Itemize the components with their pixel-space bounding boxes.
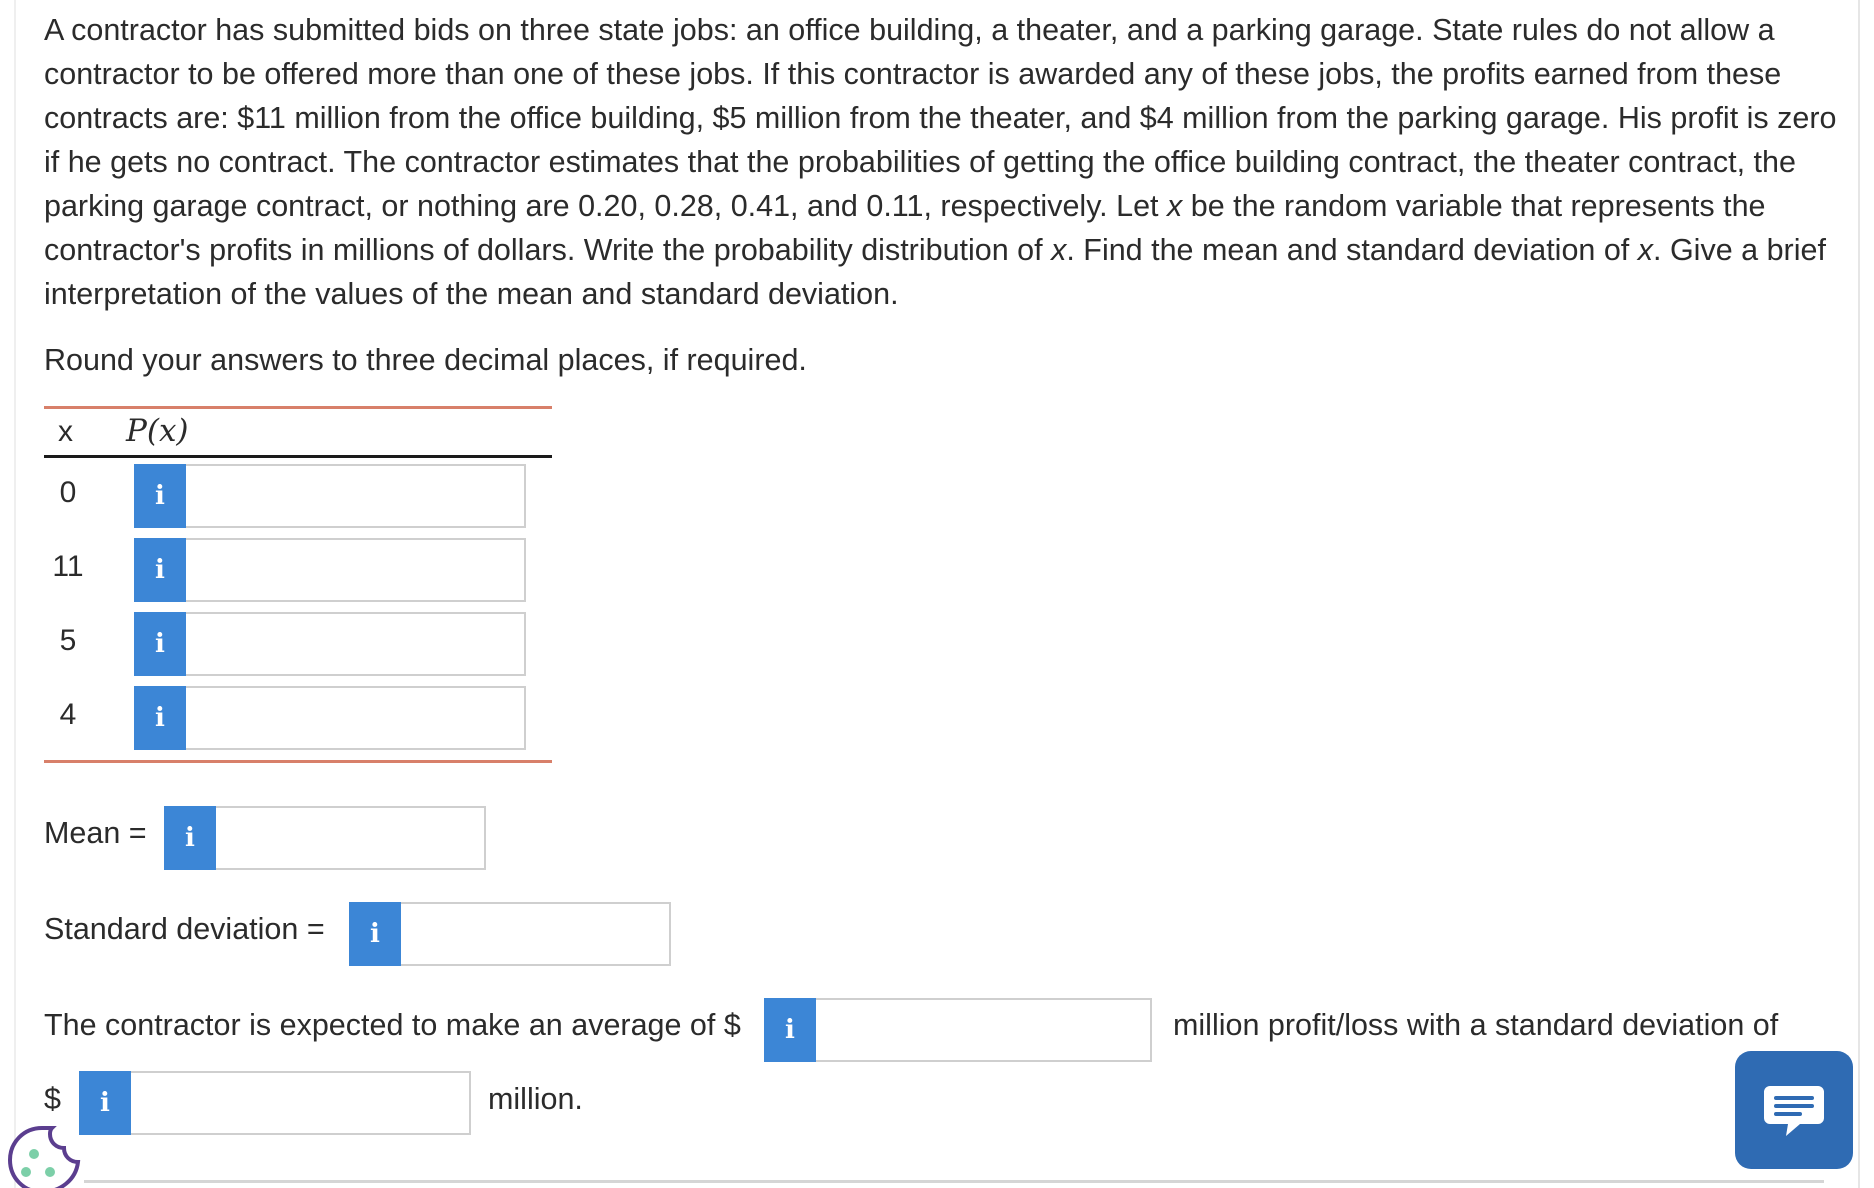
x-value: 11 [52, 550, 84, 583]
table-bottom-rule [44, 760, 552, 763]
interpretation-text-3: million. [488, 1082, 583, 1116]
sd-field [349, 902, 671, 966]
sd-label: Standard deviation = [44, 912, 325, 946]
table-header [44, 409, 552, 458]
left-border [14, 0, 16, 1188]
sd-interpretation-input[interactable] [131, 1071, 471, 1135]
average-input[interactable] [816, 998, 1152, 1062]
info-icon[interactable]: i [134, 464, 186, 528]
column-header-x: x [58, 415, 73, 448]
px-field [134, 612, 526, 676]
chat-icon [1760, 1078, 1828, 1142]
chat-button[interactable] [1735, 1051, 1853, 1169]
px-field [134, 464, 526, 528]
x-value: 5 [59, 624, 77, 657]
table-row [44, 532, 552, 606]
info-icon[interactable]: i [134, 538, 186, 602]
info-icon[interactable]: i [134, 612, 186, 676]
px-input[interactable] [186, 538, 526, 602]
info-icon[interactable]: i [164, 806, 216, 870]
info-icon[interactable]: i [764, 998, 816, 1062]
x-value: 0 [59, 476, 77, 509]
round-note: Round your answers to three decimal places, if required. [44, 343, 807, 377]
px-field [134, 686, 526, 750]
sd-interpretation-field [79, 1071, 471, 1135]
question-block [44, 8, 1844, 382]
px-input[interactable] [186, 612, 526, 676]
info-icon[interactable]: i [349, 902, 401, 966]
probability-table [44, 406, 552, 763]
interpretation-text-1: The contractor is expected to make an average of $ [44, 1008, 741, 1042]
x-value: 4 [59, 698, 77, 731]
average-field [764, 998, 1152, 1062]
column-header-px: P(x) [126, 413, 189, 449]
cookie-icon[interactable] [4, 1122, 88, 1188]
px-input[interactable] [186, 464, 526, 528]
dollar-sign: $ [44, 1082, 61, 1116]
mean-input[interactable] [216, 806, 486, 870]
info-icon[interactable]: i [79, 1071, 131, 1135]
footer-divider [84, 1180, 1824, 1183]
px-input[interactable] [186, 686, 526, 750]
info-icon[interactable]: i [134, 686, 186, 750]
px-field [134, 538, 526, 602]
mean-field [164, 806, 486, 870]
right-border [1858, 0, 1860, 1188]
table-row [44, 606, 552, 680]
interpretation-text-2: million profit/loss with a standard deviation of [1173, 1008, 1779, 1042]
mean-label: Mean = [44, 816, 147, 850]
table-row [44, 458, 552, 532]
question-text: A contractor has submitted bids on three state jobs: an office building, a theater, and a parking garage. State rules do not allow a contractor to be offered more than one of these jobs. If this contractor is awarded any of these jobs, the profits earned from these contracts are: $11 million from the office building, $5 million from the theater, and $4 million from the parking garage. His profit is zero if he gets no contract. The contractor estimates that the probabilities of getting the office building contract, the theater contract, the parking garage contract, or nothing are 0.20, 0.28, 0.41, and 0.11, respectively. Let x be the random variable that represents the contractor's profits in millions of dollars. Write the probability distribution of x. Find the mean and standard deviation of x. Give a brief interpretation of the values of the mean and standard deviation. [44, 13, 1837, 311]
sd-input[interactable] [401, 902, 671, 966]
table-row [44, 680, 552, 754]
